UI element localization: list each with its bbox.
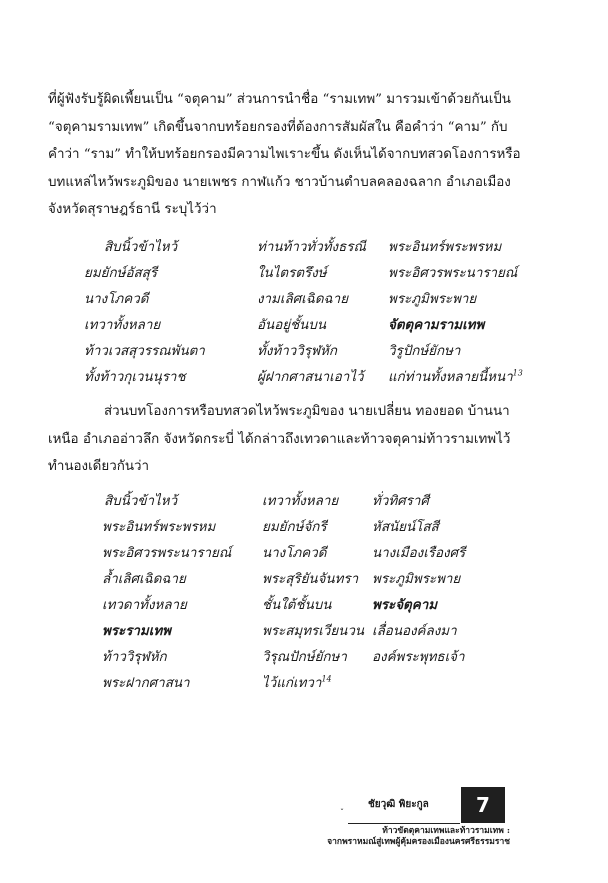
paragraph-1 bbox=[48, 86, 564, 224]
poem-cell: องค์พระพุทธเจ้า bbox=[372, 650, 465, 665]
poem-cell: ในไตรตรึงษ์ bbox=[257, 266, 327, 281]
poem-cell-bold: จัตตุคามรามเทพ bbox=[388, 317, 485, 333]
paragraph-1-line: ที่ผู้ฟังรับรู้ผิดเพี้ยนเป็น “จตุคาม” ส่วนการนำชื่อ “รามเทพ” มารวมเข้าด้วยกันเป็น bbox=[48, 92, 511, 107]
poem-cell: พระภูมิพระพาย bbox=[388, 292, 477, 307]
poem-cell: วิรูปักษ์ยักษา bbox=[388, 344, 461, 359]
poem-cell: ทั่วทิศราศี bbox=[372, 494, 429, 509]
book-title-line: จากพราหมณ์สู่เทพผู้คุ้มครองเมืองนครศรีธรรมราช bbox=[327, 837, 510, 847]
poem-cell: หัสนัยน์โสสี bbox=[372, 520, 439, 535]
poem-cell: ท้าววิรุฬหัก bbox=[102, 650, 167, 665]
poem-cell: พระภูมิพระพาย bbox=[372, 572, 461, 587]
poem-cell: ยมยักษ์อัสสุรี bbox=[84, 266, 158, 281]
book-title bbox=[320, 826, 510, 848]
poem-cell: วิรุณปักษ์ยักษา bbox=[262, 650, 347, 665]
poem-cell bbox=[262, 672, 332, 693]
tick-mark-icon: ˇ bbox=[340, 808, 344, 817]
poem-cell: อันอยู่ชั้นบน bbox=[257, 318, 326, 333]
poem-cell: ชั้นใต้ชั้นบน bbox=[262, 598, 332, 613]
footnote-marker: 13 bbox=[512, 368, 523, 378]
poem-cell-text: แก่ท่านทั้งหลายนี้หนา bbox=[388, 370, 513, 385]
poem-cell: ทั้งท้าววิรุฬหัก bbox=[257, 344, 338, 359]
poem-cell: นางเมืองเรืองศรี bbox=[372, 546, 466, 561]
poem-cell: พระสมุทรเวียนวน bbox=[262, 624, 364, 639]
poem-cell: นางโภควดี bbox=[262, 546, 327, 561]
poem-cell bbox=[388, 366, 523, 387]
poem-cell: ผู้ฝากศาสนาเอาไว้ bbox=[257, 370, 364, 385]
book-title-line: ท้าวขัตตุคามเทพและท้าวรามเทพ : bbox=[382, 826, 510, 836]
poem-cell-bold: พระรามเทพ bbox=[102, 623, 171, 639]
poem-cell: งามเลิศเฉิดฉาย bbox=[257, 292, 349, 307]
poem-cell: เลื่อนองค์ลงมา bbox=[372, 624, 457, 639]
poem-cell: พระฝากศาสนา bbox=[102, 676, 190, 691]
poem-cell: ท่านท้าวทั่วทั้งธรณี bbox=[257, 240, 366, 255]
poem-cell: เทวดาทั้งหลาย bbox=[102, 598, 187, 613]
paragraph-2-line: ทำนองเดียวกันว่า bbox=[48, 459, 150, 474]
poem-cell: ล้ำเลิศเฉิดฉาย bbox=[102, 572, 186, 587]
poem-cell: พระสุริยันจันทรา bbox=[262, 572, 359, 587]
poem-cell: ท้าวเวสสุวรรณพันตา bbox=[84, 344, 205, 359]
paragraph-1-line: “จตุคามรามเทพ” เกิดขึ้นจากบทร้อยกรองที่ต้องการสัมผัสใน คือคำว่า “คาม” กับ bbox=[48, 119, 508, 135]
footnote-marker: 14 bbox=[321, 674, 332, 684]
poem-cell: สิบนิ้วข้าไหว้ bbox=[104, 240, 178, 255]
poem-cell: ยมยักษ์จักรี bbox=[262, 520, 327, 535]
poem-cell: พระอินทร์พระพรหม bbox=[388, 240, 502, 255]
paragraph-1-line: บทแหล่ไหว้พระภูมิของ นายเพชร กาฬแก้ว ชาวบ้านตำบลคลองฉลาก อำเภอเมือง bbox=[48, 174, 511, 190]
poem-cell: เทวาทั้งหลาย bbox=[262, 494, 339, 509]
footer-divider bbox=[348, 823, 460, 824]
poem-cell-bold: พระจัตุคาม bbox=[372, 597, 438, 613]
author-name: ชัยวุฒิ พิยะกูล bbox=[368, 799, 429, 810]
poem-cell: สิบนิ้วข้าไหว้ bbox=[104, 494, 178, 509]
paragraph-2-line: เหนือ อำเภออ่าวลึก จังหวัดกระบี่ ได้กล่าวถึงเทวดาและท้าวจตุคาม่ท้าวรามเทพไว้ bbox=[48, 431, 511, 447]
paragraph-1-line: คำว่า “ราม” ทำให้บทร้อยกรองมีความไพเราะขึ้น ดังเห็นได้จากบทสวดโองการหรือ bbox=[48, 147, 521, 162]
paragraph-1-line: จังหวัดสุราษฎร์ธานี ระบุไว้ว่า bbox=[48, 202, 217, 217]
poem-cell: พระอิศวรพระนารายณ์ bbox=[388, 266, 518, 281]
poem-cell-text: ไว้แก่เทวา bbox=[262, 676, 322, 691]
poem-cell: เทวาทั้งหลาย bbox=[84, 318, 161, 333]
poem-cell: นางโภควดี bbox=[84, 292, 149, 307]
page-number: 7 bbox=[461, 787, 505, 823]
paragraph-2-line: ส่วนบทโองการหรือบทสวดไหว้พระภูมิของ นายเปลี่ยน ทองยอด บ้านนา bbox=[104, 404, 510, 419]
poem-cell: ทั้งท้าวกุเวนนุราช bbox=[84, 370, 186, 385]
paragraph-2 bbox=[48, 398, 564, 481]
poem-cell: พระอินทร์พระพรหม bbox=[102, 520, 216, 535]
poem-cell: พระอิศวรพระนารายณ์ bbox=[102, 546, 232, 561]
